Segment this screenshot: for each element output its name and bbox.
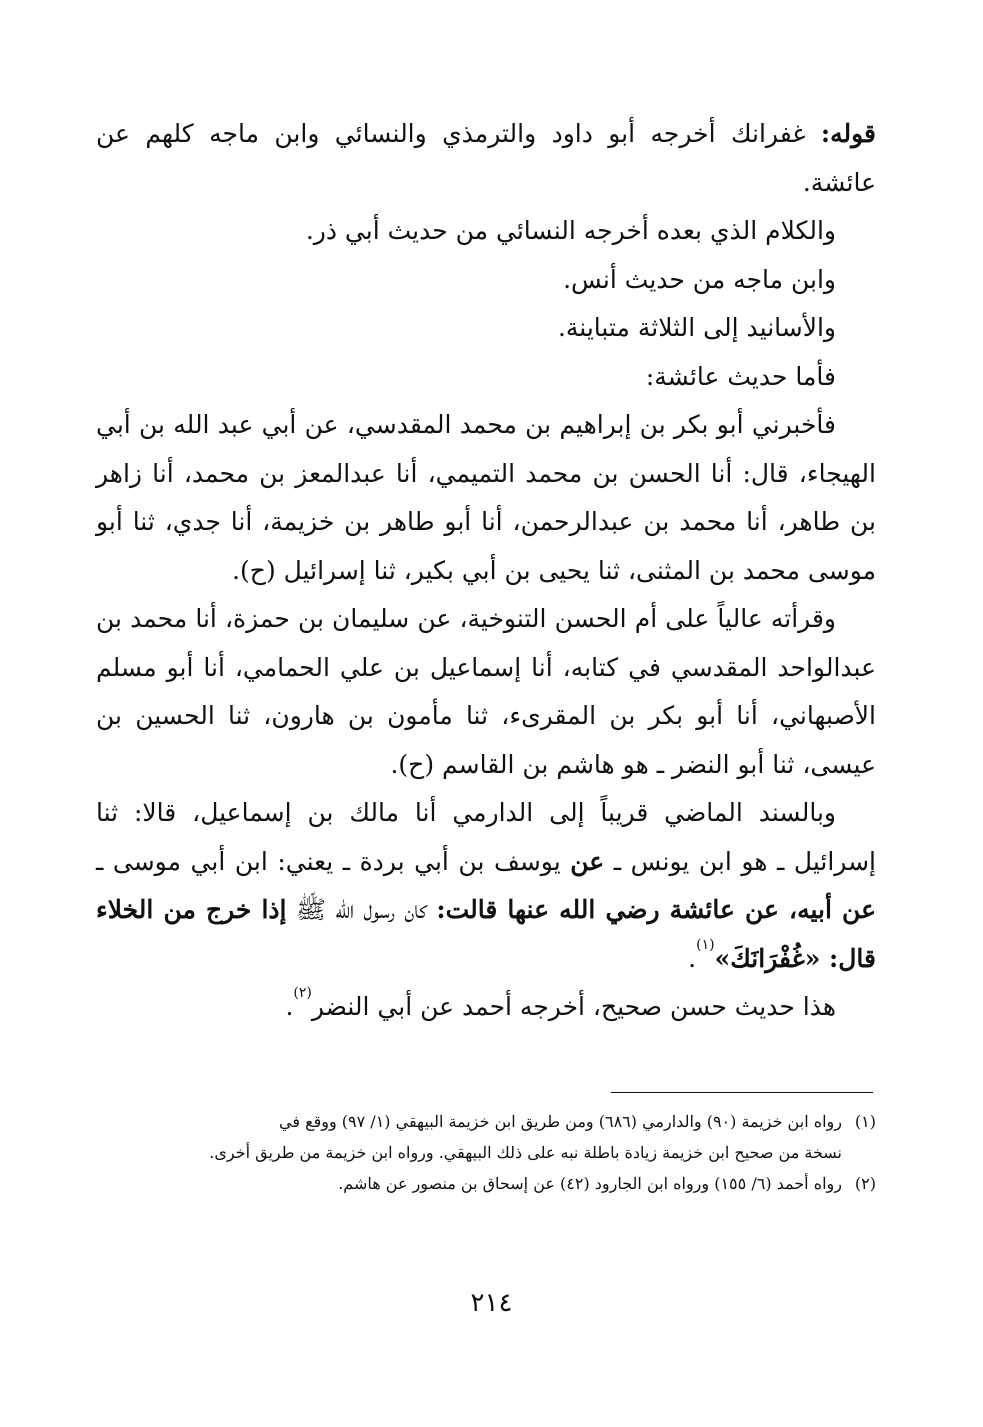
page-body <box>96 110 876 1032</box>
footnote-number: (٢) <box>854 1174 876 1193</box>
paragraph-9-text: هذا حديث حسن صحيح، أخرجه أحمد عن أبي النضر <box>311 992 836 1021</box>
paragraph-8-part-d: عن أبيه، عن عائشة رضي الله عنها قالت: <box>436 895 876 924</box>
paragraph-2: والكلام الذي بعده أخرجه النسائي من حديث أبي ذر. <box>305 216 836 245</box>
paragraph-8-part-a: وبالسند الماضي قريباً إلى الدارمي أنا مالك بن إسماعيل، قالا: ثنا إسرائيل ـ هو ابن يونس ـ <box>96 798 876 876</box>
paragraph-6: فأخبرني أبو بكر بن إبراهيم بن محمد المقدسي، عن أبي عبد الله بن أبي الهيجاء، قال: أنا الحسن بن محمد التميمي، أنا عبدالمعز بن محمد، أنا زاهر بن طاهر، أنا محمد بن عبدالرحمن، أنا أبو طاهر بن خزيمة، أنا جدي، ثنا أبو موسى محمد بن المثنى، ثنا يحيى بن أبي بكير، ثنا إسرائيل (ح). <box>96 410 876 585</box>
paragraph-8-part-e: كان رسول الله ﷺ <box>286 895 437 924</box>
paragraph-9 <box>96 983 876 1032</box>
paragraph-8-part-f: إذا خرج من الخلاء قال: «غُفْرَانَكَ» <box>96 895 876 973</box>
page-number: ٢١٤ <box>470 1288 513 1318</box>
footnotes <box>100 1108 876 1201</box>
footnote-ref-2: (٢) <box>293 985 312 1001</box>
paragraph-1 <box>96 110 876 207</box>
paragraph-8 <box>96 789 876 983</box>
footnote-2 <box>100 1170 876 1197</box>
paragraph-8-part-b: عن <box>570 846 605 876</box>
footnote-1 <box>100 1108 876 1135</box>
paragraph-3: وابن ماجه من حديث أنس. <box>563 264 836 294</box>
paragraph-8-end: . <box>688 943 697 973</box>
paragraph-5: فأما حديث عائشة: <box>645 361 836 391</box>
paragraph-7: وقرأته عالياً على أم الحسن التنوخية، عن سليمان بن حمزة، أنا محمد بن عبدالواحد المقدسي في كتابه، أنا إسماعيل بن علي الحمامي، أنا أبو مسلم الأصبهاني، أنا أبو بكر بن المقرىء، ثنا مأمون بن هارون، ثنا الحسين بن عيسى، ثنا أبو النضر ـ هو هاشم بن القاسم (ح). <box>96 604 876 779</box>
footnote-number: (١) <box>854 1112 876 1131</box>
footnote-1-continued: نسخة من صحيح ابن خزيمة زيادة باطلة نبه على ذلك البيهقي. ورواه ابن خزيمة من طريق أخرى. <box>209 1143 842 1162</box>
paragraph-8-part-c: يوسف بن أبي بردة ـ يعني: ابن أبي موسى ـ <box>96 846 571 876</box>
footnote-text: رواه ابن خزيمة (٩٠) والدارمي (٦٨٦) ومن طريق ابن خزيمة البيهقي (١/ ٩٧) ووقع في <box>279 1112 842 1131</box>
paragraph-9-end: . <box>285 992 294 1021</box>
quote-label: قوله: <box>820 119 876 148</box>
paragraph-1-text: غفرانك أخرجه أبو داود والترمذي والنسائي وابن ماجه كلهم عن عائشة. <box>96 119 876 197</box>
footnote-text: رواه أحمد (٦/ ١٥٥) ورواه ابن الجارود (٤٢) عن إسحاق بن منصور عن هاشم. <box>338 1174 842 1193</box>
paragraph-4: والأسانيد إلى الثلاثة متباينة. <box>557 313 836 342</box>
footnote-ref-1: (١) <box>696 936 715 953</box>
footnote-divider <box>611 1092 873 1093</box>
